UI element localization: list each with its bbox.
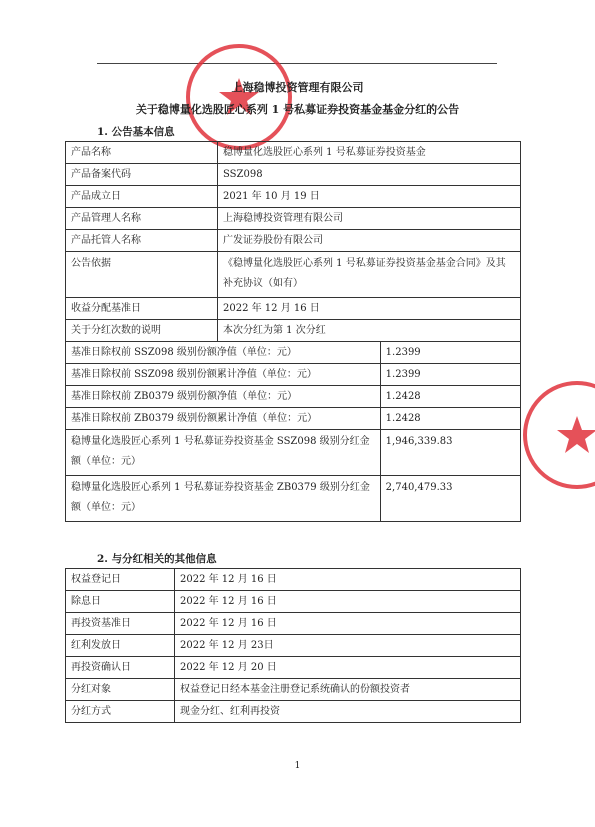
table-row — [66, 613, 521, 635]
row-label: 产品管理人名称 — [66, 208, 218, 230]
row-label: 产品成立日 — [66, 186, 218, 208]
row-label: 公告依据 — [66, 252, 218, 298]
company-seal-side — [515, 375, 595, 495]
row-value: 1.2428 — [380, 408, 520, 430]
row-value: 2022 年 12 月 16 日 — [175, 591, 521, 613]
row-value: 2022 年 12 月 20 日 — [175, 657, 521, 679]
row-value: 2022 年 12 月 16 日 — [218, 298, 521, 320]
table-row — [66, 679, 521, 701]
row-value: 稳博量化选股匠心系列 1 号私募证券投资基金 — [218, 142, 521, 164]
table-row — [66, 569, 521, 591]
row-value: 《稳博量化选股匠心系列 1 号私募证券投资基金基金合同》及其补充协议（如有） — [218, 252, 521, 298]
section2-heading: 2. 与分红相关的其他信息 — [97, 553, 217, 565]
row-value: 1,946,339.83 — [380, 430, 520, 476]
table-row — [66, 430, 521, 476]
table-row — [66, 164, 521, 186]
row-label: 分红方式 — [66, 701, 175, 723]
table-row — [66, 252, 521, 298]
row-label: 再投资基准日 — [66, 613, 175, 635]
row-label: 关于分红次数的说明 — [66, 320, 218, 342]
table-row — [66, 298, 521, 320]
row-value: 2021 年 10 月 19 日 — [218, 186, 521, 208]
row-label: 基准日除权前 SSZ098 级别份额净值（单位：元） — [66, 342, 381, 364]
row-value: 2,740,479.33 — [380, 476, 520, 522]
page-number: 1 — [294, 761, 301, 771]
row-value: 1.2399 — [380, 364, 520, 386]
table-row — [66, 657, 521, 679]
row-label: 产品托管人名称 — [66, 230, 218, 252]
row-value: 现金分红、红利再投资 — [175, 701, 521, 723]
row-value: 2022 年 12 月 16 日 — [175, 569, 521, 591]
table-row — [66, 320, 521, 342]
table-row — [66, 186, 521, 208]
row-label: 产品名称 — [66, 142, 218, 164]
header-rule — [97, 63, 497, 64]
row-label: 基准日除权前 ZB0379 级别份额净值（单位：元） — [66, 386, 381, 408]
row-value: 广发证券股份有限公司 — [218, 230, 521, 252]
table-row — [66, 591, 521, 613]
basic-info-table — [65, 141, 521, 522]
table-row — [66, 142, 521, 164]
table-row — [66, 364, 521, 386]
row-label: 权益登记日 — [66, 569, 175, 591]
row-label: 基准日除权前 ZB0379 级别份额累计净值（单位：元） — [66, 408, 381, 430]
table-row — [66, 408, 521, 430]
row-label: 红利发放日 — [66, 635, 175, 657]
dividend-info-table — [65, 568, 521, 723]
row-label: 稳博量化选股匠心系列 1 号私募证券投资基金 SSZ098 级别分红金额（单位：元） — [66, 430, 381, 476]
row-value: 2022 年 12 月 23日 — [175, 635, 521, 657]
row-label: 稳博量化选股匠心系列 1 号私募证券投资基金 ZB0379 级别分红金额（单位：元） — [66, 476, 381, 522]
row-value: 本次分红为第 1 次分红 — [218, 320, 521, 342]
section1-heading: 1. 公告基本信息 — [97, 126, 175, 138]
table-row — [66, 635, 521, 657]
table-row — [66, 701, 521, 723]
table-row — [66, 342, 521, 364]
table-row — [66, 386, 521, 408]
row-label: 基准日除权前 SSZ098 级别份额累计净值（单位：元） — [66, 364, 381, 386]
table-row — [66, 208, 521, 230]
row-value: 1.2428 — [380, 386, 520, 408]
row-value: 上海稳博投资管理有限公司 — [218, 208, 521, 230]
table-row — [66, 476, 521, 522]
company-name: 上海稳博投资管理有限公司 — [231, 81, 364, 94]
row-value: 2022 年 12 月 16 日 — [175, 613, 521, 635]
row-label: 产品备案代码 — [66, 164, 218, 186]
row-label: 分红对象 — [66, 679, 175, 701]
row-label: 除息日 — [66, 591, 175, 613]
announcement-title: 关于稳博量化选股匠心系列 1 号私募证券投资基金基金分红的公告 — [135, 103, 460, 116]
row-value: SSZ098 — [218, 164, 521, 186]
company-seal-top — [184, 42, 294, 152]
row-label: 再投资确认日 — [66, 657, 175, 679]
row-value: 1.2399 — [380, 342, 520, 364]
table-row — [66, 230, 521, 252]
row-label: 收益分配基准日 — [66, 298, 218, 320]
row-value: 权益登记日经本基金注册登记系统确认的份额投资者 — [175, 679, 521, 701]
